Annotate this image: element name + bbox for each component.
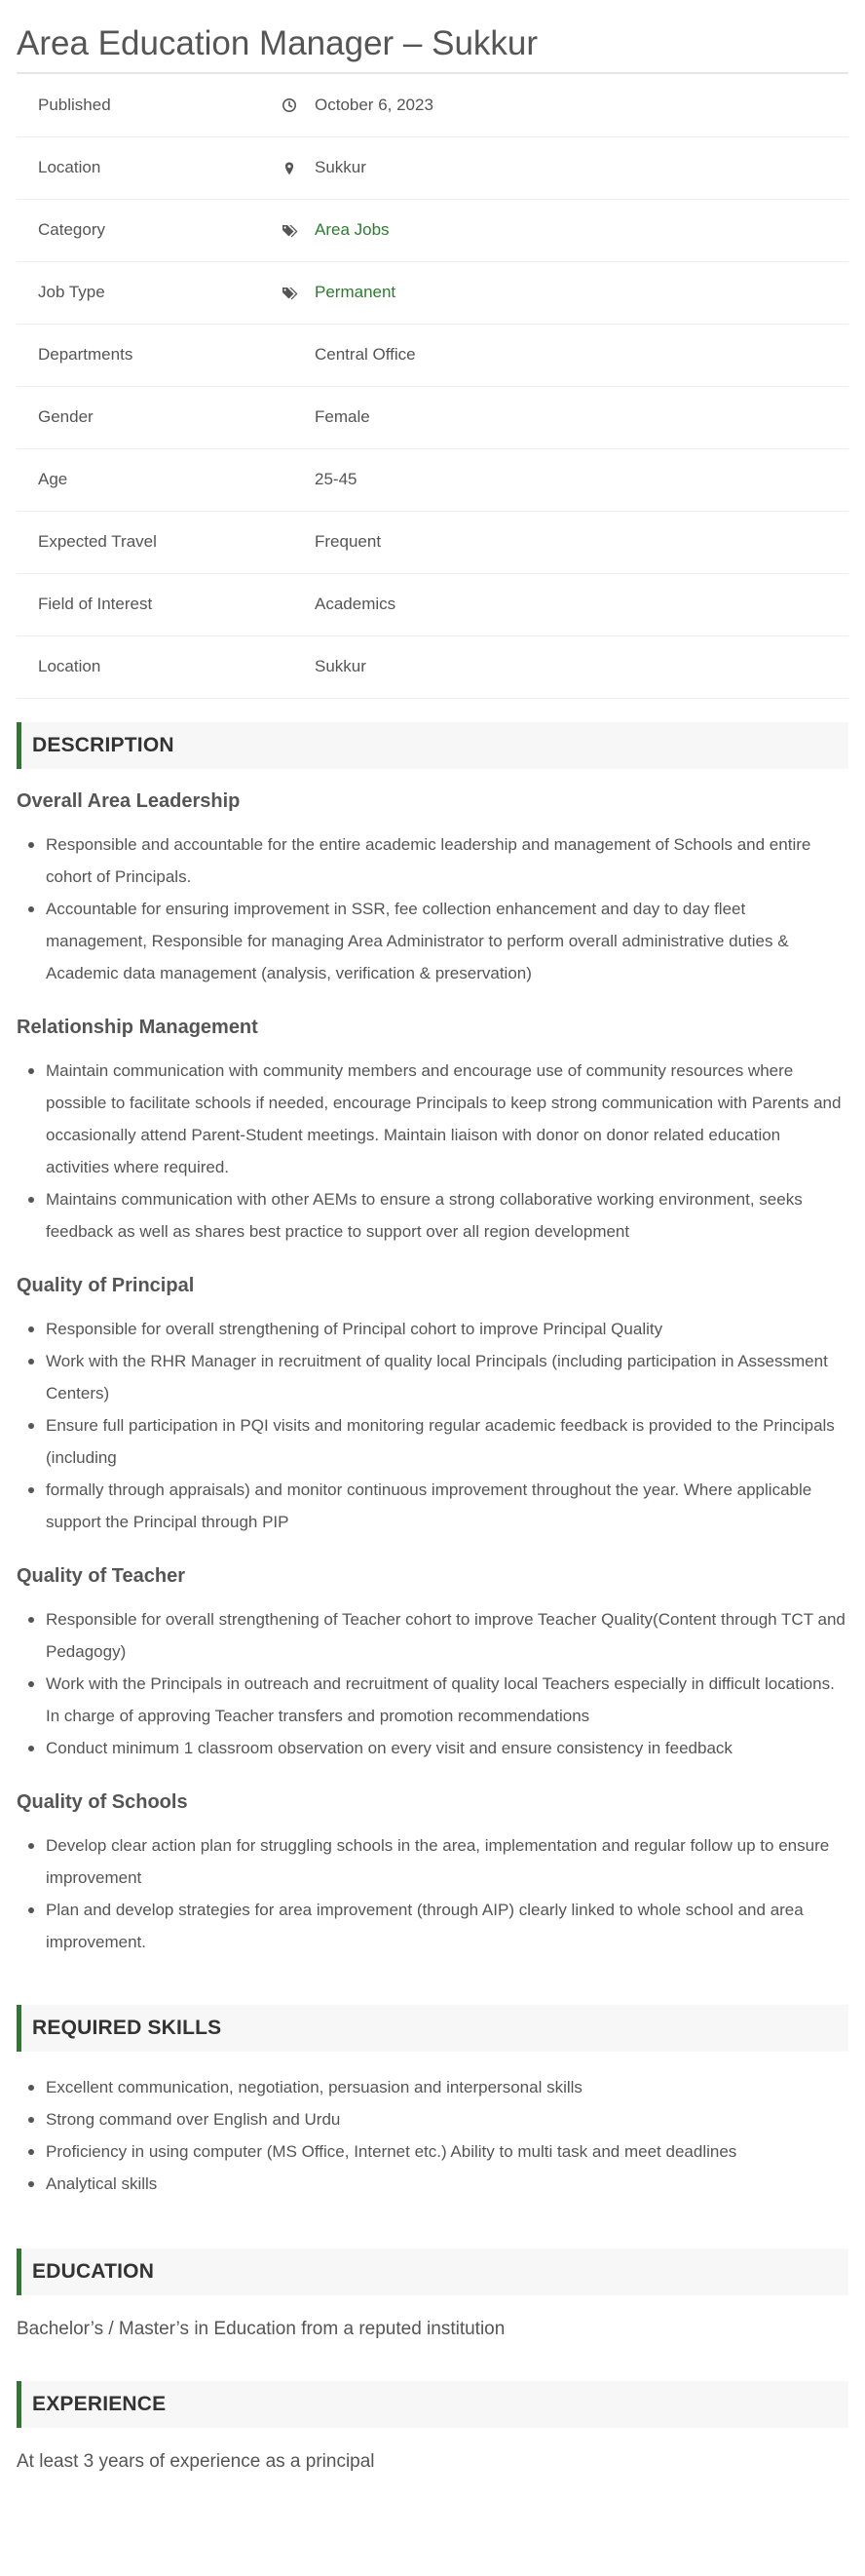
list-item: Maintain communication with community members and encourage use of community resources where possible to facilitate schools if needed, encourage Principals to keep strong communication with Parents and occasionally attend Parent-Student meetings. Maintain liaison with donor on donor related education activities where required. <box>36 1055 848 1183</box>
meta-value-cell <box>315 324 848 386</box>
page-title: Area Education Manager – Sukkur <box>17 0 848 74</box>
meta-value: October 6, 2023 <box>315 95 433 114</box>
description-list <box>17 1313 848 1538</box>
meta-row <box>17 261 848 324</box>
meta-row <box>17 386 848 448</box>
meta-value: Central Office <box>315 345 416 364</box>
description-subheading: Quality of Schools <box>17 1790 188 1813</box>
education-heading-text: EDUCATION <box>32 2259 155 2283</box>
meta-value-cell <box>315 635 848 698</box>
meta-value-cell <box>315 386 848 448</box>
list-item: Develop clear action plan for struggling schools in the area, implementation and regular follow up to ensure improvement <box>36 1829 848 1894</box>
meta-icon-cell <box>282 448 315 511</box>
description-list <box>17 1603 848 1764</box>
meta-label: Location <box>38 657 101 675</box>
meta-label: Location <box>38 158 101 176</box>
list-item: Accountable for ensuring improvement in SSR, fee collection enhancement and day to day fleet management, Responsible for managing Area Administrator to perform overall administrative duties & Academic data management (analysis, verification & preservation) <box>36 893 848 989</box>
meta-row <box>17 324 848 386</box>
meta-value-cell <box>315 74 848 136</box>
skills-heading <box>17 2005 848 2052</box>
meta-label: Field of Interest <box>38 595 153 613</box>
meta-icon-cell <box>282 324 315 386</box>
description-heading-text: DESCRIPTION <box>32 733 174 756</box>
meta-label: Age <box>38 470 68 488</box>
list-item: Plan and develop strategies for area improvement (through AIP) clearly linked to whole school and area improvement. <box>36 1894 848 1958</box>
meta-value: Sukkur <box>315 657 366 675</box>
clock-icon <box>282 97 297 113</box>
meta-icon-cell <box>282 511 315 573</box>
meta-value-cell <box>315 511 848 573</box>
meta-value-link[interactable]: Permanent <box>315 283 396 301</box>
description-list <box>17 1829 848 1958</box>
meta-icon-cell <box>282 635 315 698</box>
experience-heading-text: EXPERIENCE <box>32 2392 167 2415</box>
meta-label: Departments <box>38 345 133 364</box>
meta-value: Academics <box>315 595 396 613</box>
meta-value: Female <box>315 407 370 426</box>
list-item: Strong command over English and Urdu <box>36 2103 848 2135</box>
meta-label: Published <box>38 95 111 114</box>
description-list <box>17 1055 848 1248</box>
experience-heading <box>17 2381 848 2428</box>
list-item: Work with the RHR Manager in recruitment of quality local Principals (including participation in Assessment Centers) <box>36 1345 848 1409</box>
meta-value: Frequent <box>315 532 382 551</box>
list-item: Excellent communication, negotiation, persuasion and interpersonal skills <box>36 2071 848 2103</box>
meta-value-cell <box>315 199 848 261</box>
description-subheading: Overall Area Leadership <box>17 789 241 812</box>
list-item: Ensure full participation in PQI visits and monitoring regular academic feedback is provided to the Principals (including <box>36 1409 848 1474</box>
job-meta-table <box>17 74 848 699</box>
education-text: Bachelor’s / Master’s in Education from a reputed institution <box>17 2318 506 2339</box>
list-item: Responsible for overall strengthening of Teacher cohort to improve Teacher Quality(Content through TCT and Pedagogy) <box>36 1603 848 1668</box>
description-subheading: Relationship Management <box>17 1016 258 1038</box>
meta-value-cell <box>315 573 848 635</box>
meta-row <box>17 136 848 199</box>
meta-label: Expected Travel <box>38 532 157 551</box>
meta-icon-cell <box>282 199 315 261</box>
meta-row <box>17 635 848 698</box>
meta-value: 25-45 <box>315 470 357 488</box>
tags-icon <box>282 223 297 239</box>
list-item: Responsible and accountable for the entire academic leadership and management of Schools and entire cohort of Principals. <box>36 828 848 893</box>
skills-heading-text: REQUIRED SKILLS <box>32 2016 222 2039</box>
meta-icon-cell <box>282 136 315 199</box>
meta-icon-cell <box>282 386 315 448</box>
education-heading <box>17 2249 848 2295</box>
meta-value-cell <box>315 136 848 199</box>
tags-icon <box>282 286 297 301</box>
description-body <box>17 790 848 1958</box>
list-item: Work with the Principals in outreach and recruitment of quality local Teachers especially in difficult locations. In charge of approving Teacher transfers and promotion recommendations <box>36 1668 848 1732</box>
meta-value-cell <box>315 448 848 511</box>
map-pin-icon <box>282 161 297 176</box>
meta-label: Gender <box>38 407 94 426</box>
list-item: Conduct minimum 1 classroom observation on every visit and ensure consistency in feedback <box>36 1732 848 1764</box>
meta-label: Category <box>38 220 105 239</box>
meta-row <box>17 573 848 635</box>
description-subheading: Quality of Teacher <box>17 1564 186 1587</box>
meta-row <box>17 448 848 511</box>
description-subheading: Quality of Principal <box>17 1274 195 1296</box>
list-item: Analytical skills <box>36 2168 848 2200</box>
meta-icon-cell <box>282 573 315 635</box>
meta-value-link[interactable]: Area Jobs <box>315 220 390 239</box>
meta-row <box>17 511 848 573</box>
meta-value-cell <box>315 261 848 324</box>
meta-icon-cell <box>282 74 315 136</box>
list-item: formally through appraisals) and monitor continuous improvement throughout the year. Where applicable support the Principal through PIP <box>36 1474 848 1538</box>
meta-row <box>17 74 848 136</box>
description-heading <box>17 722 848 769</box>
meta-label: Job Type <box>38 283 105 301</box>
experience-text: At least 3 years of experience as a principal <box>17 2450 375 2472</box>
list-item: Proficiency in using computer (MS Office, Internet etc.) Ability to multi task and meet deadlines <box>36 2135 848 2168</box>
meta-row <box>17 199 848 261</box>
list-item: Maintains communication with other AEMs to ensure a strong collaborative working environment, seeks feedback as well as shares best practice to support over all region development <box>36 1183 848 1248</box>
meta-icon-cell <box>282 261 315 324</box>
meta-value: Sukkur <box>315 158 366 176</box>
list-item: Responsible for overall strengthening of Principal cohort to improve Principal Quality <box>36 1313 848 1345</box>
description-list <box>17 828 848 989</box>
skills-list <box>17 2071 848 2200</box>
